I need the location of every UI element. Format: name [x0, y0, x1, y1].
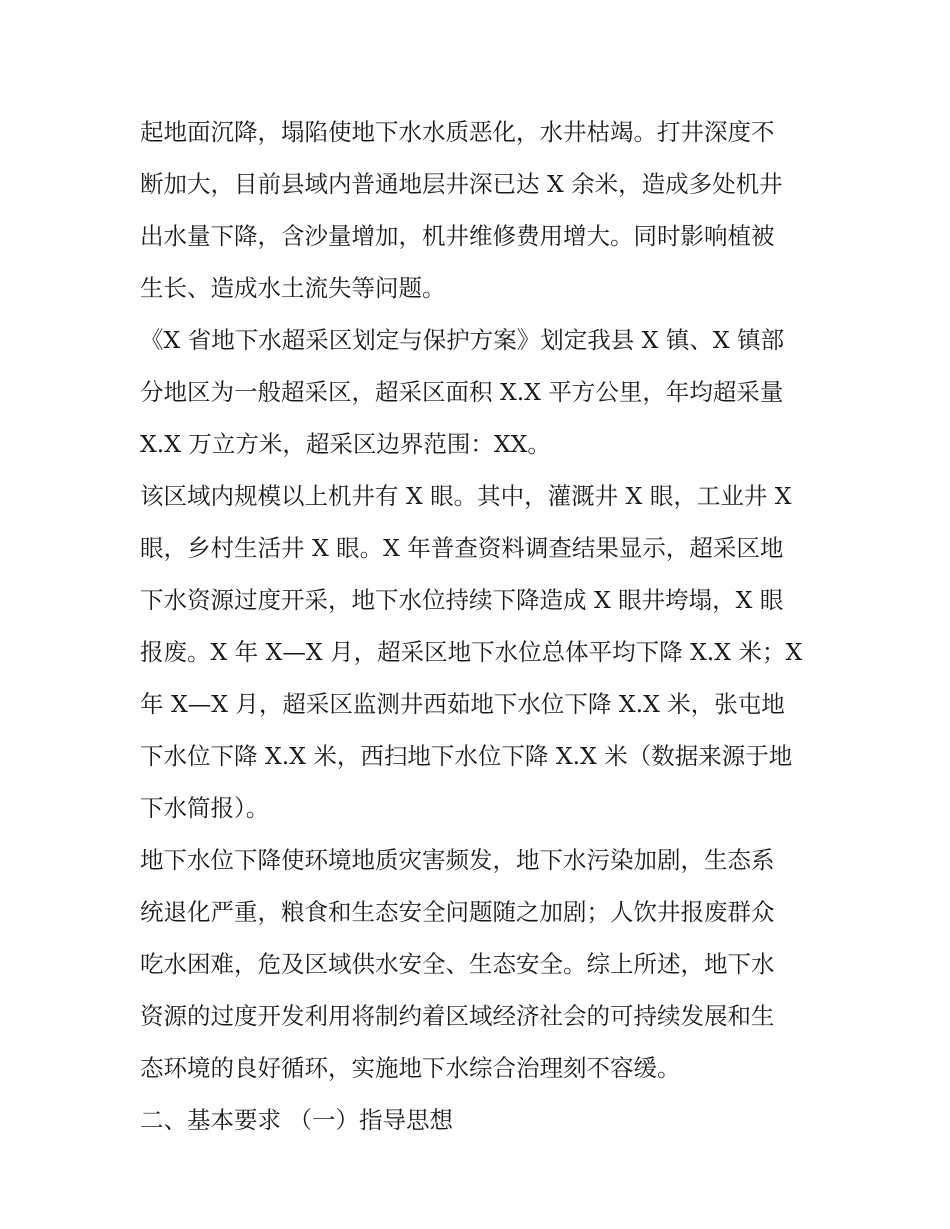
paragraph-groundwater-impacts [140, 106, 815, 314]
text-line: 生长、造成水土流失等问题。 [140, 274, 446, 302]
text-line: X.X 万立方米，超采区边界范围：XX。 [140, 430, 551, 458]
section-heading-line: 二、基本要求 （一）指导思想 [140, 1106, 453, 1134]
text-line: 起地面沉降，塌陷使地下水水质恶化，水井枯竭。打井深度不 [140, 118, 775, 146]
text-line: 该区域内规模以上机井有 X 眼。其中，灌溉井 X 眼，工业井 X [140, 482, 792, 510]
paragraph-well-survey [140, 470, 815, 834]
paragraph-overdraft-zone-definition [140, 314, 815, 470]
text-line: 报废。X 年 X—X 月，超采区地下水位总体平均下降 X.X 米；X [140, 638, 803, 666]
text-line: 态环境的良好循环，实施地下水综合治理刻不容缓。 [140, 1054, 681, 1082]
text-line: 断加大，目前县域内普通地层井深已达 X 余米，造成多处机井 [140, 170, 783, 198]
text-line: 地下水位下降使环境地质灾害频发，地下水污染加剧，生态系 [140, 846, 775, 874]
text-line: 资源的过度开发利用将制约着区域经济社会的可持续发展和生 [140, 1002, 775, 1030]
text-line: 吃水困难，危及区域供水安全、生态安全。综上所述，地下水 [140, 950, 775, 978]
text-line: 下水简报）。 [140, 794, 270, 822]
text-line: 出水量下降，含沙量增加，机井维修费用增大。同时影响植被 [140, 222, 775, 250]
text-line: 分地区为一般超采区，超采区面积 X.X 平方公里，年均超采量 [140, 378, 784, 406]
section-heading-basic-requirements [140, 1094, 815, 1146]
text-line: 眼，乡村生活井 X 眼。X 年普查资料调查结果显示，超采区地 [140, 534, 784, 562]
text-line: 下水位下降 X.X 米，西扫地下水位下降 X.X 米（数据来源于地 [140, 742, 793, 770]
text-line: 下水资源过度开采，地下水位持续下降造成 X 眼井垮塌，X 眼 [140, 586, 784, 614]
text-line: 《X 省地下水超采区划定与保护方案》划定我县 X 镇、X 镇部 [140, 326, 785, 354]
document-body [140, 106, 815, 1146]
text-line: 统退化严重，粮食和生态安全问题随之加剧；人饮井报废群众 [140, 898, 775, 926]
text-line: 年 X—X 月，超采区监测井西茹地下水位下降 X.X 米，张屯地 [140, 690, 785, 718]
paragraph-environmental-consequences [140, 834, 815, 1094]
